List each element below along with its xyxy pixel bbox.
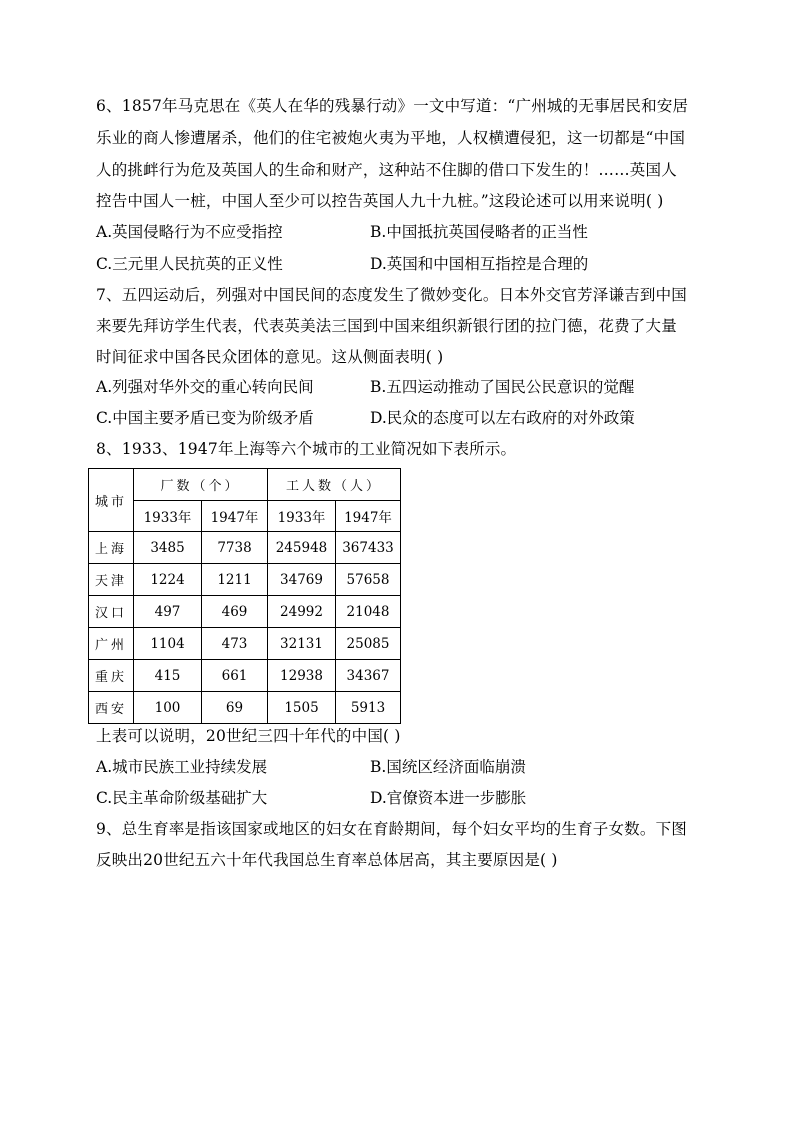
q6-line-2: 乐业的商人惨遭屠杀，他们的住宅被炮火夷为平地，人权横遭侵犯，这一切都是“中国 <box>96 129 686 147</box>
table-row <box>89 692 401 724</box>
workers-header: 工人数（人） <box>268 469 401 501</box>
data-cell: 1211 <box>202 564 268 596</box>
q6-line-3: 人的挑衅行为危及英国人的生命和财产，这种站不住脚的借口下发生的！……英国人 <box>96 161 677 179</box>
data-cell: 7738 <box>202 532 268 564</box>
data-cell: 1224 <box>134 564 202 596</box>
data-cell: 24992 <box>268 596 336 628</box>
industry-table <box>88 468 401 724</box>
q6-line-4: 控告中国人一桩，中国人至少可以控告英国人九十九桩。”这段论述可以用来说明( ) <box>96 192 664 210</box>
q6-line-1: 6、1857年马克思在《英人在华的残暴行动》一文中写道：“广州城的无事居民和安居 <box>96 97 689 115</box>
year-header: 1947年 <box>336 501 401 532</box>
data-cell: 34367 <box>336 660 401 692</box>
q6-option-d: D.英国和中国相互指控是合理的 <box>370 255 589 273</box>
data-cell: 497 <box>134 596 202 628</box>
data-cell: 32131 <box>268 628 336 660</box>
table-row <box>89 564 401 596</box>
q8-option-c: C.民主革命阶级基础扩大 <box>96 789 268 807</box>
q7-line-3: 时间征求中国各民众团体的意见。这从侧面表明( ) <box>96 348 444 366</box>
year-header: 1933年 <box>134 501 202 532</box>
table-row <box>89 628 401 660</box>
year-header: 1947年 <box>202 501 268 532</box>
table-header-row <box>89 469 401 501</box>
q8-intro: 8、1933、1947年上海等六个城市的工业简况如下表所示。 <box>96 440 517 458</box>
q8-option-a: A.城市民族工业持续发展 <box>96 758 268 776</box>
table-row <box>89 532 401 564</box>
data-cell: 245948 <box>268 532 336 564</box>
data-cell: 1104 <box>134 628 202 660</box>
data-cell: 3485 <box>134 532 202 564</box>
data-cell: 57658 <box>336 564 401 596</box>
q7-line-1: 7、五四运动后，列强对中国民间的态度发生了微妙变化。日本外交官芳泽谦吉到中国 <box>96 286 687 304</box>
factories-header: 厂数（个） <box>134 469 268 501</box>
data-cell: 25085 <box>336 628 401 660</box>
city-cell: 汉口 <box>89 596 134 628</box>
q7-option-b: B.五四运动推动了国民公民意识的觉醒 <box>370 378 635 396</box>
city-cell: 广州 <box>89 628 134 660</box>
city-cell: 上海 <box>89 532 134 564</box>
data-cell: 69 <box>202 692 268 724</box>
table-year-row <box>89 501 401 532</box>
q6-option-b: B.中国抵抗英国侵略者的正当性 <box>370 223 588 241</box>
q6-option-c: C.三元里人民抗英的正义性 <box>96 255 283 273</box>
data-cell: 469 <box>202 596 268 628</box>
table-row <box>89 596 401 628</box>
data-cell: 473 <box>202 628 268 660</box>
data-cell: 661 <box>202 660 268 692</box>
city-cell: 重庆 <box>89 660 134 692</box>
data-cell: 415 <box>134 660 202 692</box>
data-cell: 5913 <box>336 692 401 724</box>
q6-option-a: A.英国侵略行为不应受指控 <box>96 223 283 241</box>
data-cell: 100 <box>134 692 202 724</box>
q8-option-b: B.国统区经济面临崩溃 <box>370 758 526 776</box>
data-cell: 34769 <box>268 564 336 596</box>
city-cell: 天津 <box>89 564 134 596</box>
q7-option-a: A.列强对华外交的重心转向民间 <box>96 378 314 396</box>
q7-option-c: C.中国主要矛盾已变为阶级矛盾 <box>96 409 314 427</box>
table-row <box>89 660 401 692</box>
data-cell: 21048 <box>336 596 401 628</box>
q9-line-2: 反映出20世纪五六十年代我国总生育率总体居高，其主要原因是( ) <box>96 851 558 869</box>
city-header: 城市 <box>89 469 134 532</box>
data-cell: 1505 <box>268 692 336 724</box>
q8-question: 上表可以说明，20世纪三四十年代的中国( ) <box>96 727 401 745</box>
year-header: 1933年 <box>268 501 336 532</box>
q7-option-d: D.民众的态度可以左右政府的对外政策 <box>370 409 635 427</box>
city-cell: 西安 <box>89 692 134 724</box>
data-cell: 12938 <box>268 660 336 692</box>
q9-line-1: 9、总生育率是指该国家或地区的妇女在育龄期间，每个妇女平均的生育子女数。下图 <box>96 820 687 838</box>
q8-option-d: D.官僚资本进一步膨胀 <box>370 789 527 807</box>
data-cell: 367433 <box>336 532 401 564</box>
q7-line-2: 来要先拜访学生代表，代表英美法三国到中国来组织新银行团的拉门德，花费了大量 <box>96 317 677 335</box>
